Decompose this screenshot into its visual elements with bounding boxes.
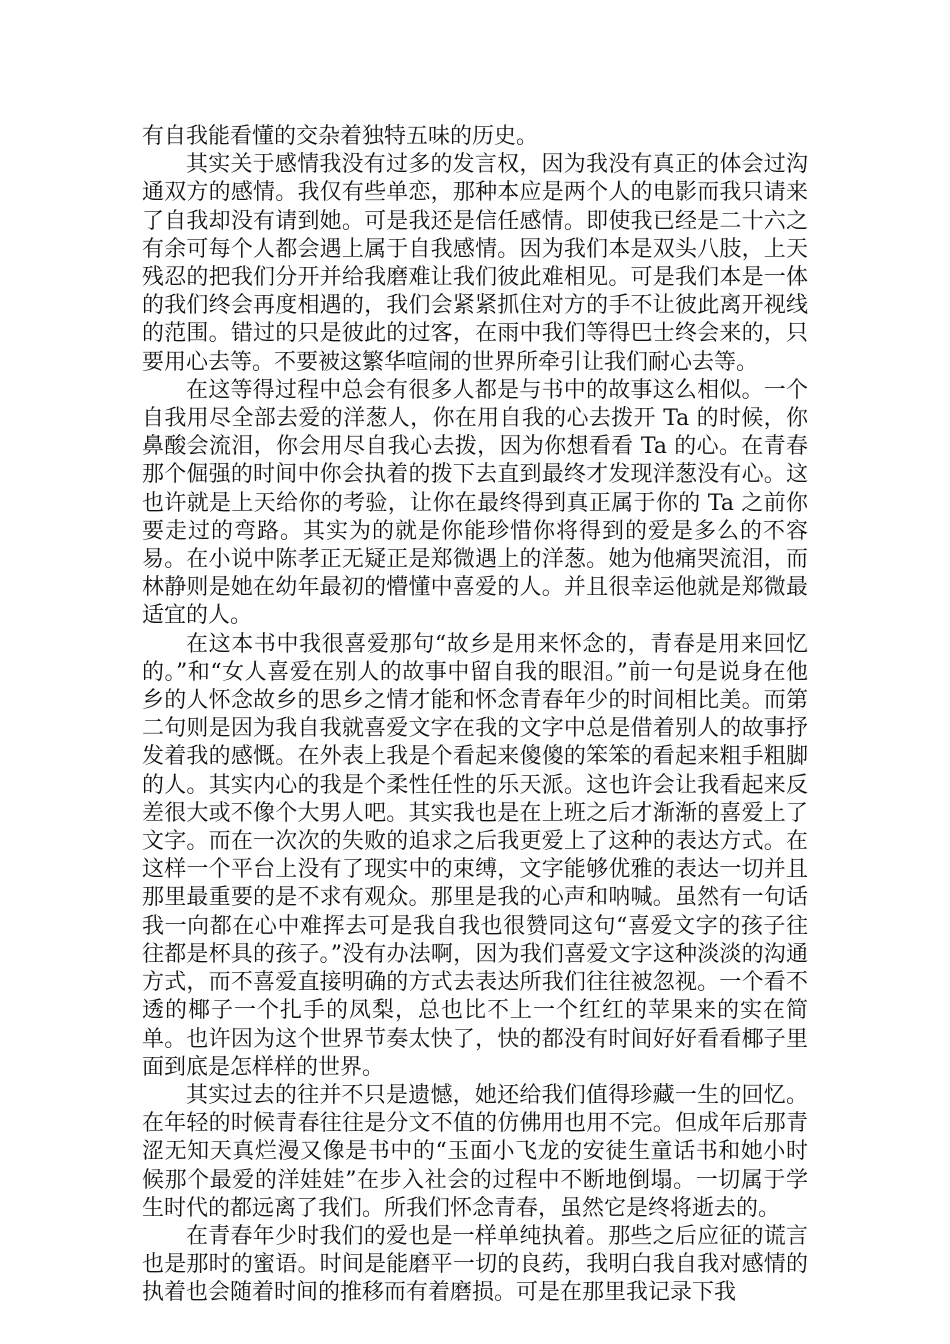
paragraph-feelings: 其实关于感情我没有过多的发言权，因为我没有真正的体会过沟通双方的感情。我仅有些单恋，那种本应是两个人的电影而我只请来了自我却没有请到她。可是我还是信任感情。即使我已经是二十六之有余可每个人都会遇上属于自我感情。因为我们本是双头八肢，上天残忍的把我们分开并给我磨难让我们彼此难相见。可是我们本是一体的我们终会再度相遇的，我们会紧紧抓住对方的手不让彼此离开视线的范围。错过的只是彼此的过客，在雨中我们等得巴士终会来的，只要用心去等。不要被这繁华喧闹的世界所牵引让我们耐心去等。 xyxy=(142,152,808,375)
paragraph-continuation: 有自我能看懂的交杂着独特五味的历史。 xyxy=(142,124,539,149)
paragraph-onion: 在这等得过程中总会有很多人都是与书中的故事这么相似。一个自我用尽全部去爱的洋葱人，你在用自我的心去拨开 Ta 的时候，你鼻酸会流泪，你会用尽自我心去拨，因为你想看看 Ta 的心。在青春那个倔强的时间中你会执着的拨下去直到最终才发现洋葱没有心。这也许就是上天给你的考验，让你在最终得到真正属于你的 Ta 之前你要走过的弯路。其实为的就是你能珍惜你将得到的爱是多么的不容易。在小说中陈孝正无疑正是郑微遇上的洋葱。她为他痛哭流泪，而林静则是她在幼年最初的懵懂中喜爱的人。并且很幸运他就是郑微最适宜的人。 xyxy=(142,377,808,629)
body-text xyxy=(142,123,808,1308)
paragraph-youth-love: 在青春年少时我们的爱也是一样单纯执着。那些之后应征的谎言也是那时的蜜语。时间是能磨平一切的良药，我明白我自我对感情的执着也会随着时间的推移而有着磨损。可是在那里我记录下我 xyxy=(142,1223,808,1306)
paragraph-past-memories: 其实过去的往并不只是遗憾，她还给我们值得珍藏一生的回忆。在年轻的时候青春往往是分文不值的仿佛用也用不完。但成年后那青涩无知天真烂漫又像是书中的“玉面小飞龙的安徒生童话书和她小时候那个最爱的洋娃娃”在步入社会的过程中不断地倒塌。一切属于学生时代的都远离了我们。所我们怀念青春，虽然它是终将逝去的。 xyxy=(142,1082,808,1221)
paragraph-favorite-quote: 在这本书中我很喜爱那句“故乡是用来怀念的，青春是用来回忆的。”和“女人喜爱在别人的故事中留自我的眼泪。”前一句是说身在他乡的人怀念故乡的思乡之情才能和怀念青春年少的时间相比美。而第二句则是因为我自我就喜爱文字在我的文字中总是借着别人的故事抒发着我的感慨。在外表上我是个看起来傻傻的笨笨的看起来粗手粗脚的人。其实内心的我是个柔性任性的乐天派。这也许会让我看起来反差很大或不像个大男人吧。其实我也是在上班之后才渐渐的喜爱上了文字。而在一次次的失败的追求之后我更爱上了这种的表达方式。在这样一个平台上没有了现实中的束缚，文字能够优雅的表达一切并且那里最重要的是不求有观众。那里是我的心声和呐喊。虽然有一句话我一向都在心中难挥去可是我自我也很赞同这句“喜爱文字的孩子往往都是杯具的孩子。”没有办法啊，因为我们喜爱文字这种淡淡的沟通方式，而不喜爱直接明确的方式去表达所我们往往被忽视。一个看不透的椰子一个扎手的凤梨，总也比不上一个红红的苹果来的实在简单。也许因为这个世界节奏太快了，快的都没有时间好好看看椰子里面到底是怎样样的世界。 xyxy=(142,631,808,1080)
